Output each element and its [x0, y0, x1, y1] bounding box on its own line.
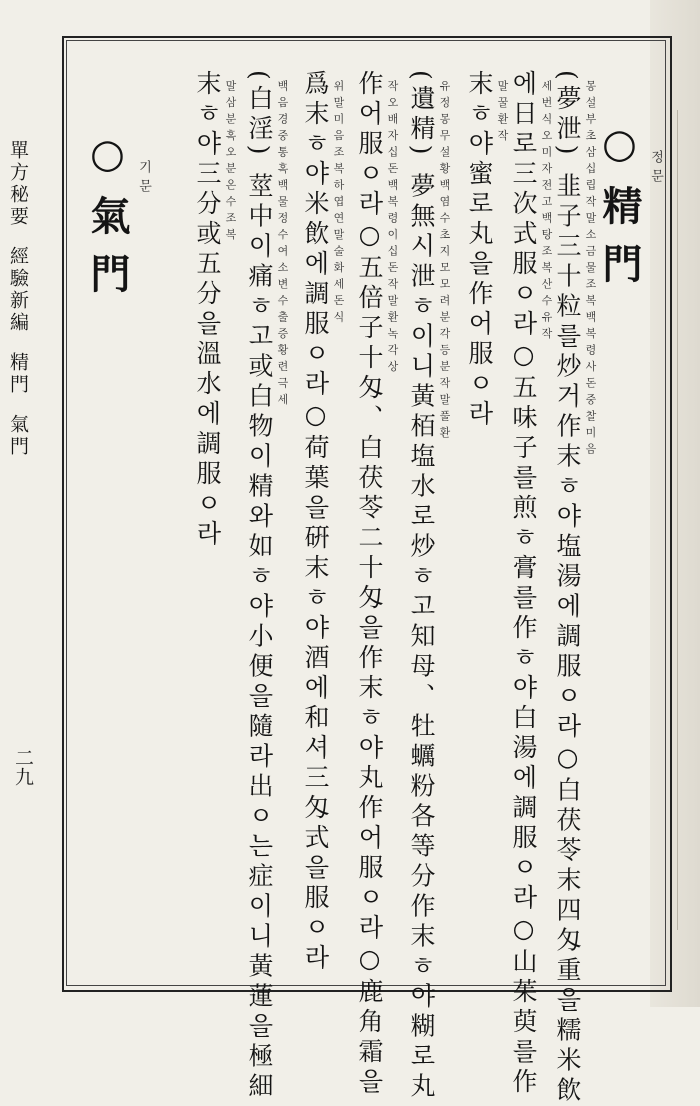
gloss-column-8: 말 삼 분 혹 오 분 온 수 조 복 [224, 80, 237, 241]
chapter-label-1: 精門 [7, 352, 29, 396]
chapter-label-2: 氣門 [7, 414, 29, 458]
running-title [8, 140, 27, 458]
gloss-column-6: 위 말 미 음 조 복 하 엽 연 말 술 화 세 돈 식 [332, 80, 345, 323]
book-title: 單方秘要 [7, 140, 29, 228]
gloss-column-4: 유 정 몽 무 설 황 백 염 수 초 지 모 모 려 분 각 등 분 작 말 풀 환 [438, 80, 451, 439]
section-heading-gimun: ○氣門 [84, 130, 131, 311]
gloss-column-7: 백 음 경 중 통 혹 백 물 정 수 여 소 변 수 출 증 황 련 극 세 [276, 80, 289, 406]
gloss-column-5: 작 오 배 자 십 돈 백 복 령 이 십 돈 작 말 환 녹 각 상 [386, 80, 399, 373]
text-column-5: 作어服ㅇ라○五倍子十匁、白茯苓二十匁을作末ㅎ야丸作어服ㅇ라○鹿角霜을 [355, 70, 384, 1098]
section-heading-gimun-reading: 기 문 [136, 160, 151, 194]
text-column-7: (白淫) 莖中이痛ㅎ고或白物이精와如ㅎ야小便을隨라出ㅇ는症이니黃蓮을極細 [245, 70, 274, 1103]
text-column-2: 에日로三次式服ㅇ라○五味子를煎ㅎ膏를作ㅎ야白湯에調服ㅇ라○山茱萸를作 [509, 70, 538, 1098]
text-column-8: 末ㅎ야三分或五分을溫水에調服ㅇ라 [193, 70, 222, 550]
text-column-4: (遺精) 夢無시泄ㅎ이니黃栢塩水로炒ㅎ고知母、牡蠣粉各等分作末ㅎ야糊로丸 [407, 70, 436, 1103]
section-heading-jeongmun: ○精門 [596, 120, 643, 301]
section-heading-reading: 정 문 [648, 150, 663, 184]
text-column-1: (夢泄) 韭子三十粒를炒거作末ㅎ야塩湯에調服ㅇ라○白茯苓末四匁重을糯米飲 [553, 70, 582, 1106]
text-column-6: 爲末ㅎ야米飲에調服ㅇ라○荷葉을硏末ㅎ야酒에和셔三匁式을服ㅇ라 [301, 70, 330, 974]
gloss-column-2: 세 번 식 오 미 자 전 고 백 탕 조 복 산 수 유 작 [540, 80, 553, 340]
adjacent-page-rule [677, 110, 678, 930]
gloss-column-1: 몽 설 부 초 삼 십 립 작 말 소 금 물 조 복 백 복 령 사 돈 중 찰 미 음 [584, 80, 597, 455]
page-number: 二九 [12, 748, 34, 786]
gloss-column-3: 말 꿀 환 작 [496, 80, 509, 142]
text-column-3: 末ㅎ야蜜로丸을作어服ㅇ라 [465, 70, 494, 430]
book-subtitle: 經驗新編 [7, 246, 29, 334]
